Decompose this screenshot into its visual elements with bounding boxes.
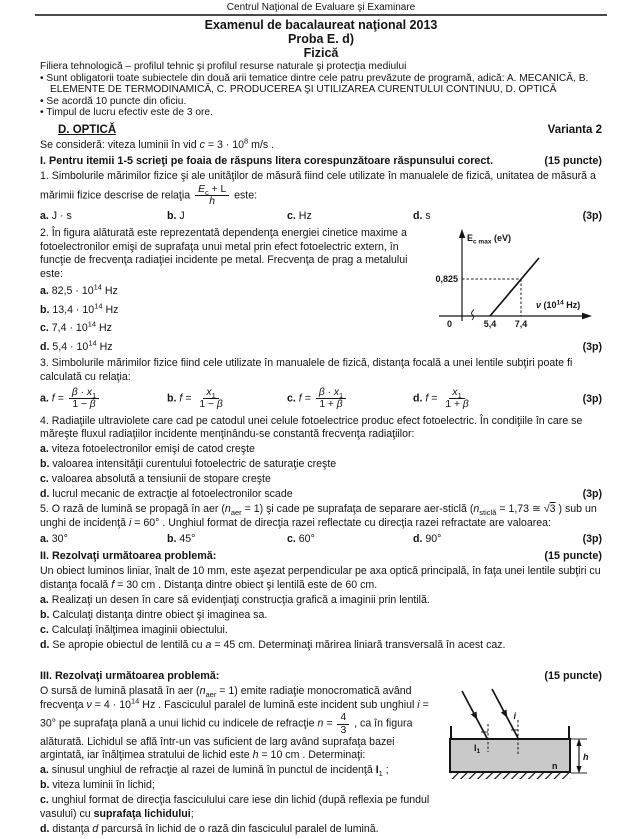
x-axis-arrow-icon (582, 313, 592, 320)
part2-heading: II. Rezolvaţi următoarea problemă: (40, 550, 217, 563)
exam-title: Examenul de bacalaureat naţional 2013 (204, 18, 438, 32)
part1-heading-row (40, 154, 602, 169)
bullet-duration: • Timpul de lucru efectiv este de 3 ore. (40, 107, 602, 119)
intro-consider: Se consideră: viteza luminii în vid $c = 3 \cdot 10^8$ m/s . (40, 135, 275, 151)
exam-proba: Proba E. d) (288, 32, 354, 46)
header-rule (35, 14, 607, 16)
q4-option-c: c. valoarea absolută a tensiunii de stopare creşte (40, 473, 271, 486)
filiera-line: Filiera tehnologică – profilul tehnic şi profilul resurse naturale şi protecţia mediului (40, 61, 407, 72)
question-5-text: 5. O rază de lumină se propagă în aer $(n_{aer} = 1)$ şi cade pe suprafaţa de separare aer-sticlă ($n_{sticlă} = 1,73$ ≅ √3 ) sub un unghi de incidenţă i = 60° . Unghiul format de direcţia razei reflectate cu direcţia razei refractate are valoarea: (40, 503, 597, 529)
angle-i-label: i (513, 711, 516, 722)
variant-label: Varianta 2 (547, 123, 602, 136)
exam-subject: Fizică (303, 46, 339, 60)
x-origin-label: 0 (447, 319, 453, 330)
liquid-height-label: h (583, 752, 589, 763)
bullet-subjects: • Sunt obligatorii toate subiectele din două arii tematice dintre cele patru prevăzute de programă, adică: A. MECANICĂ, B. ELEMENTE DE TERMODINAMICĂ, C. PRODUCEREA ŞI UTILIZAREA CURENTULUI CONTINUU, D. OPTICĂ (40, 73, 602, 96)
graph-data-line (490, 258, 539, 316)
q2-option-d: d. $5,4 \cdot 10^{14}$ Hz (40, 338, 113, 353)
part3-item-d: d. distanţa d parcursă în lichid de o rază din fasciculul paralel de lumină. (40, 822, 379, 835)
org-name: Centrul Naţional de Evaluare şi Examinare (226, 2, 416, 13)
q1-option-b: b. J (167, 210, 185, 223)
part2-item-b: b. Calculaţi distanţa dintre obiect şi imaginea sa. (40, 608, 268, 621)
x-tick-54: 5,4 (483, 319, 497, 330)
question-1-options (40, 210, 602, 222)
refraction-index-label: n (552, 761, 558, 772)
section-label: D. OPTICĂ (58, 123, 117, 136)
q4-option-a: a. viteza fotoelectronilor emişi de catod creşte (40, 443, 255, 456)
q5-option-c: c. 60° (287, 533, 315, 546)
q3-option-a: a. f = $\frac{\beta \cdot x_1}{1 - \beta}$ (40, 387, 167, 411)
q5-points: (3p) (582, 533, 602, 546)
axis-break-squiggle (472, 310, 474, 321)
part2-item-d: d. Se apropie obiectul de lentilă cu a = 45 cm. Determinaţi mărirea liniară transversală în acest caz. (40, 638, 506, 651)
part2-points: (15 puncte) (544, 550, 602, 563)
question-4-text: 4. Radiaţiile ultraviolete care cad pe catodul unei celule fotoelectrice produc efect fotoelectric. În condiţiile în care se măreşte fluxul radiaţiilor incidente menţinându-se constantă frecvenţa radiaţiilor: (40, 414, 583, 441)
h-arrow-up-icon (576, 739, 581, 747)
q5-option-a: a. 30° (40, 533, 68, 546)
x-axis-label: ν ($10^{14}$ Hz) (536, 299, 581, 311)
question-3-text: 3. Simbolurile mărimilor fizice fiind cele utilizate în manualele de fizică, distanţa focală a unei lentile subţiri poate fi calculată cu relaţia: (40, 357, 573, 383)
q1-points: (3p) (582, 210, 602, 223)
y-axis-label: $E_{c max}$ (eV) (467, 233, 511, 246)
q3-option-d: d. f = $\frac{x_1}{1 + \beta}$ (413, 387, 469, 411)
photoelectric-graph-figure (424, 226, 602, 330)
bullet-office-points: • Se acordă 10 puncte din oficiu. (40, 96, 602, 108)
q3-points: (3p) (582, 392, 602, 405)
ray-arrow-icon (471, 712, 480, 722)
q3-option-c: c. f = $\frac{\beta \cdot x_1}{1 + \beta}$ (287, 387, 413, 411)
q2-points: (3p) (582, 340, 602, 353)
y-axis-arrow-icon (459, 229, 465, 238)
part1-points: (15 puncte) (544, 155, 602, 167)
part3-item-c: c. unghiul format de direcţia fasciculului care iese din lichid (după reflexia pe fundul vasului) cu suprafaţa lichidului; (40, 794, 430, 820)
q2-option-d-row (40, 338, 602, 357)
part3-heading: III. Rezolvaţi următoarea problemă: (40, 670, 220, 683)
q1-option-c: c. Hz (287, 210, 312, 223)
part3-body: O sursă de lumină plasată în aer $(n_{aer} = 1)$ emite radiaţie monocromatică având frecvenţa $\nu = 4 \cdot 10^{14}$ Hz . Fasciculul paralel de lumină este incident sub unghiul i = 30° pe suprafaţa plană a unui lichid cu indicele de refracţie n = $\frac{4}{3}$ , ca în figura alăturată. Lichidul se află într-un vas suficient de larg având suprafaţa bazei argintată, iar înălţimea stratului de lichid este h = 10 cm . Determinaţi: (40, 685, 429, 762)
question-1-text: 1. Simbolurile mărimilor fizice şi ale unităţilor de măsură fiind cele utilizate în manualele de fizică, unitatea de măsură a mărimii fizice descrise de relaţia $\frac{E_c + L}{h}$ este: (40, 170, 596, 207)
h-arrow-down-icon (576, 766, 581, 774)
question-2-text: 2. În figura alăturată este reprezentată dependenţa energiei cinetice maxime a fotoelectronilor emişi de suprafaţa unui metal prin efect fotoelectric extern, în funcţie de frecvenţa radiaţiei incidente pe metal. Frecvenţa de prag a metalului este: (40, 227, 408, 280)
x-tick-74: 7,4 (514, 319, 528, 330)
incidence-point-label: $I_1$ (474, 743, 481, 756)
question-5-options (40, 533, 602, 545)
liquid-vessel-figure (442, 686, 602, 798)
q4-option-d: d. lucrul mecanic de extracţie al fotoelectronilor scade (40, 488, 293, 501)
q2-option-b: b. $13,4 \cdot 10^{14}$ Hz (40, 301, 119, 316)
y-tick-0825: 0,825 (435, 274, 458, 285)
silvered-base-hatch (450, 773, 571, 779)
part3-heading-row (40, 669, 602, 684)
q4-points: (3p) (582, 488, 602, 501)
part2-body: Un obiect luminos liniar, înalt de 10 mm, este aşezat perpendicular pe axa optică principală, în faţa unei lentile subţiri cu distanţa focală f = 30 cm . Distanţa dintre obiect şi lentilă este de 60 cm. (40, 565, 601, 591)
q1-option-a: a. J · s (40, 210, 72, 223)
part3-item-a: a. sinusul unghiul de refracţie al razei de lumină în punctul de incidenţă $I_1$ ; (40, 764, 389, 779)
part3-points: (15 puncte) (544, 670, 602, 683)
q2-option-a: a. $82,5 \cdot 10^{14}$ Hz (40, 282, 118, 298)
q2-option-c: c. $7,4 \cdot 10^{14}$ Hz (40, 319, 112, 335)
q5-option-d: d. 90° (413, 533, 442, 546)
section-row (40, 124, 602, 136)
part3-block (40, 667, 602, 838)
q4-option-d-row (40, 488, 602, 502)
part3-item-b: b. viteza luminii în lichid; (40, 779, 155, 792)
ray-arrow-icon (501, 710, 510, 720)
question-2-block (40, 226, 602, 356)
part2-item-a: a. Realizaţi un desen în care să evidenţiaţi construcţia grafică a imaginii prin lentilă. (40, 593, 430, 606)
q4-option-b: b. valoarea intensităţii curentului fotoelectric de saturaţie creşte (40, 458, 337, 471)
part2-item-c: c. Calculaţi înălţimea imaginii obiectului. (40, 623, 228, 636)
part1-heading: I. Pentru itemii 1-5 scrieţi pe foaia de răspuns litera corespunzătoare răspunsului corect. (40, 155, 494, 167)
q1-option-d: d. s (413, 210, 431, 223)
q5-option-b: b. 45° (167, 533, 196, 546)
part2-heading-row (40, 549, 602, 564)
question-3-options (40, 387, 602, 411)
q3-option-b: b. f = $\frac{x_1}{1 - \beta}$ (167, 387, 223, 411)
